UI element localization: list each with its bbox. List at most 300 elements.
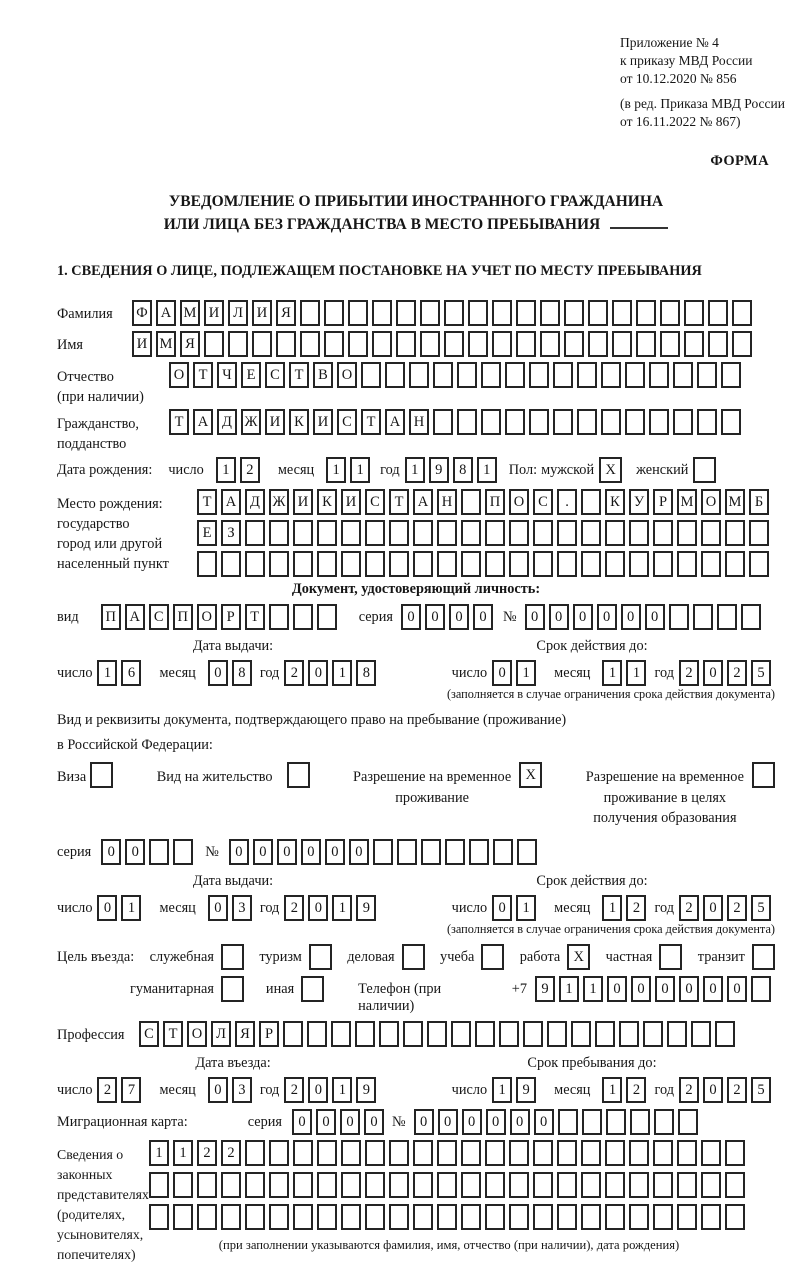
sex-label: Пол: (508, 461, 538, 478)
issue2-valid-group (394, 895, 775, 921)
char-cell: 0 (549, 604, 569, 630)
char-cell: С (265, 362, 285, 388)
char-cell: 0 (308, 660, 328, 686)
char-cell (269, 520, 289, 546)
issue1-valid-year (679, 660, 775, 686)
representatives-block (57, 1140, 775, 1265)
char-cell: 1 (332, 1077, 352, 1103)
char-cell (540, 331, 560, 357)
char-cell (365, 520, 385, 546)
patronymic-row (57, 362, 775, 407)
char-cell: 0 (510, 1109, 530, 1135)
purpose-option-official: служебная (150, 944, 244, 970)
char-cell (403, 1021, 423, 1047)
char-cell: 9 (429, 457, 449, 483)
char-cell (751, 976, 771, 1002)
char-cell (564, 331, 584, 357)
birth-place-block (57, 489, 775, 577)
birth-place-row-3 (197, 551, 773, 577)
char-cell (433, 409, 453, 435)
char-cell: 8 (453, 457, 473, 483)
char-cell (197, 551, 217, 577)
issue2-issued-group (57, 895, 394, 921)
char-cell: Ф (132, 300, 152, 326)
representatives-row-2 (149, 1172, 749, 1198)
issue2-dates (57, 895, 775, 921)
char-cell (365, 1172, 385, 1198)
char-cell: Ч (217, 362, 237, 388)
birth-place-label: Место рождения: государство город или другой населенный пункт (57, 495, 169, 572)
birth-day-cells (216, 457, 264, 483)
char-cell (493, 839, 513, 865)
char-cell (389, 1140, 409, 1166)
char-cell (629, 1172, 649, 1198)
issue1-headers (57, 638, 775, 658)
char-cell: 2 (679, 895, 699, 921)
visa-label: Виза (57, 768, 87, 785)
page-title (57, 190, 775, 237)
issue2-left-heading: Дата выдачи: (192, 873, 274, 890)
title-line-1: УВЕДОМЛЕНИЕ О ПРИБЫТИИ ИНОСТРАННОГО ГРАЖДАНИНА (168, 193, 664, 211)
char-cell: Л (228, 300, 248, 326)
study-checkbox (481, 944, 504, 970)
char-cell (693, 604, 713, 630)
char-cell: 6 (121, 660, 141, 686)
entry-day (97, 1077, 145, 1103)
char-cell: 1 (97, 660, 117, 686)
char-cell: 0 (340, 1109, 360, 1135)
purpose-option-business: деловая (347, 944, 424, 970)
char-cell (361, 362, 381, 388)
char-cell (691, 1021, 711, 1047)
char-cell (588, 331, 608, 357)
char-cell (636, 300, 656, 326)
char-cell: 0 (414, 1109, 434, 1135)
char-cell (341, 1140, 361, 1166)
char-cell: К (289, 409, 309, 435)
citizenship-cells (169, 409, 745, 435)
issue2-issued-month (208, 895, 256, 921)
purpose-option-humanitarian: гуманитарная (130, 976, 244, 1002)
char-cell (461, 1172, 481, 1198)
char-cell: С (139, 1021, 159, 1047)
char-cell: 7 (121, 1077, 141, 1103)
char-cell (293, 1204, 313, 1230)
issue2-issued-year (284, 895, 380, 921)
char-cell: Л (211, 1021, 231, 1047)
permit-option-temp-residence-edu (586, 762, 775, 829)
char-cell (653, 1172, 673, 1198)
month-label: месяц (554, 1082, 591, 1099)
char-cell: И (252, 300, 272, 326)
day-label: число (451, 1082, 488, 1099)
char-cell: 0 (492, 895, 512, 921)
char-cell (629, 520, 649, 546)
issue2-valid-month (602, 895, 650, 921)
temp-residence-edu-label: Разрешение на временное проживание в целях получения образования (585, 768, 744, 827)
char-cell (245, 1172, 265, 1198)
char-cell (437, 520, 457, 546)
char-cell (245, 520, 265, 546)
char-cell: Д (245, 489, 265, 515)
resident-serial-row (57, 839, 775, 865)
purpose-option-study: учеба (440, 944, 504, 970)
char-cell (643, 1021, 663, 1047)
char-cell (481, 409, 501, 435)
char-cell (427, 1021, 447, 1047)
char-cell (499, 1021, 519, 1047)
char-cell: 1 (326, 457, 346, 483)
vid-label: вид (57, 608, 79, 625)
char-cell (701, 551, 721, 577)
month-label: месяц (277, 461, 315, 478)
month-label: месяц (159, 664, 196, 681)
char-cell (324, 300, 344, 326)
private-checkbox (659, 944, 682, 970)
purpose-label: Цель въезда: (57, 949, 135, 966)
issue1-left-heading: Дата выдачи: (192, 637, 274, 654)
char-cell (660, 300, 680, 326)
month-label: месяц (554, 900, 591, 917)
char-cell: Т (289, 362, 309, 388)
day-label: число (57, 1082, 93, 1099)
char-cell: 1 (516, 660, 536, 686)
char-cell: Р (653, 489, 673, 515)
day-label: число (57, 664, 93, 681)
char-cell (396, 300, 416, 326)
seriya-label: серия (358, 608, 393, 625)
char-cell: М (725, 489, 745, 515)
char-cell (581, 551, 601, 577)
issue2-valid-year (679, 895, 775, 921)
char-cell: 2 (284, 895, 304, 921)
char-cell: 0 (277, 839, 297, 865)
char-cell (409, 362, 429, 388)
purpose-option-private: частная (606, 944, 683, 970)
char-cell (629, 551, 649, 577)
char-cell: 8 (356, 660, 376, 686)
char-cell (701, 1204, 721, 1230)
char-cell: Т (169, 409, 189, 435)
char-cell: Р (259, 1021, 279, 1047)
char-cell (293, 1140, 313, 1166)
purpose-option-transit: транзит (698, 944, 775, 970)
char-cell (485, 1172, 505, 1198)
issue1-issued-month (208, 660, 256, 686)
year-label: год (259, 1082, 280, 1099)
char-cell: 0 (631, 976, 651, 1002)
char-cell (317, 604, 337, 630)
char-cell (553, 362, 573, 388)
char-cell (389, 551, 409, 577)
char-cell (437, 1140, 457, 1166)
char-cell (571, 1021, 591, 1047)
char-cell: 0 (621, 604, 641, 630)
issue1-issued-day (97, 660, 145, 686)
identity-number-cells (525, 604, 765, 630)
migration-seriya-cells (292, 1109, 388, 1135)
char-cell (461, 1140, 481, 1166)
char-cell (468, 331, 488, 357)
char-cell: 0 (703, 660, 723, 686)
year-label: год (259, 664, 280, 681)
char-cell: 1 (149, 1140, 169, 1166)
char-cell: 0 (208, 1077, 228, 1103)
char-cell: И (313, 409, 333, 435)
char-cell (721, 362, 741, 388)
char-cell (149, 839, 169, 865)
entry-year (284, 1077, 380, 1103)
char-cell (149, 1204, 169, 1230)
char-cell: Т (389, 489, 409, 515)
char-cell: 0 (292, 1109, 312, 1135)
char-cell (413, 520, 433, 546)
char-cell (457, 362, 477, 388)
patronymic-label: Отчество (при наличии) (57, 368, 144, 405)
char-cell (605, 551, 625, 577)
char-cell (276, 331, 296, 357)
char-cell (173, 1204, 193, 1230)
char-cell: Т (197, 489, 217, 515)
firstname-cells (132, 331, 756, 357)
char-cell (355, 1021, 375, 1047)
char-cell (533, 1172, 553, 1198)
char-cell (317, 1140, 337, 1166)
char-cell (341, 520, 361, 546)
char-cell (595, 1021, 615, 1047)
char-cell (385, 362, 405, 388)
char-cell (461, 520, 481, 546)
char-cell (605, 1172, 625, 1198)
char-cell (475, 1021, 495, 1047)
day-label: число (168, 461, 204, 478)
char-cell (420, 300, 440, 326)
char-cell: 2 (727, 895, 747, 921)
char-cell (547, 1021, 567, 1047)
char-cell (673, 362, 693, 388)
firstname-row (57, 331, 775, 357)
char-cell: 2 (197, 1140, 217, 1166)
char-cell: 1 (350, 457, 370, 483)
identity-vid-cells (101, 604, 341, 630)
char-cell: 1 (559, 976, 579, 1002)
representatives-label: Сведения о законных представителях (родителях, усыновителях, попечителях) (57, 1147, 149, 1263)
char-cell (293, 604, 313, 630)
purpose-option-work: работа X (520, 944, 591, 970)
firstname-label: Имя (57, 336, 83, 353)
resident-seriya-cells (101, 839, 197, 865)
char-cell: 1 (492, 1077, 512, 1103)
char-cell (307, 1021, 327, 1047)
char-cell: О (701, 489, 721, 515)
char-cell (379, 1021, 399, 1047)
char-cell: 0 (573, 604, 593, 630)
char-cell: 3 (232, 895, 252, 921)
profession-cells (139, 1021, 739, 1047)
char-cell: 0 (473, 604, 493, 630)
char-cell: 2 (284, 660, 304, 686)
char-cell: 0 (208, 895, 228, 921)
char-cell (732, 300, 752, 326)
char-cell: 0 (325, 839, 345, 865)
char-cell (697, 409, 717, 435)
char-cell (373, 839, 393, 865)
char-cell (317, 1172, 337, 1198)
stay-day (492, 1077, 540, 1103)
char-cell (481, 362, 501, 388)
char-cell (605, 1204, 625, 1230)
entry-headers (57, 1055, 775, 1075)
char-cell: 2 (221, 1140, 241, 1166)
char-cell (533, 551, 553, 577)
char-cell: 0 (703, 895, 723, 921)
char-cell: 1 (602, 895, 622, 921)
char-cell (649, 409, 669, 435)
char-cell: Я (180, 331, 200, 357)
char-cell (708, 331, 728, 357)
char-cell: 0 (208, 660, 228, 686)
identity-seriya-cells (401, 604, 497, 630)
birth-year-cells (405, 457, 501, 483)
char-cell (529, 409, 549, 435)
temp-residence-edu-checkbox (752, 762, 775, 788)
char-cell: 1 (216, 457, 236, 483)
char-cell: 0 (525, 604, 545, 630)
char-cell (684, 331, 704, 357)
char-cell: Р (221, 604, 241, 630)
representatives-row-3 (149, 1204, 749, 1230)
char-cell: М (180, 300, 200, 326)
issue2-headers (57, 873, 775, 893)
char-cell (445, 839, 465, 865)
char-cell: 0 (125, 839, 145, 865)
stay-year (679, 1077, 775, 1103)
char-cell (389, 520, 409, 546)
char-cell: 1 (405, 457, 425, 483)
char-cell (221, 1172, 241, 1198)
char-cell (341, 1172, 361, 1198)
char-cell (389, 1172, 409, 1198)
permit-options-row (57, 762, 775, 829)
char-cell (677, 551, 697, 577)
char-cell (389, 1204, 409, 1230)
char-cell: М (677, 489, 697, 515)
char-cell: 9 (356, 1077, 376, 1103)
char-cell: Я (235, 1021, 255, 1047)
char-cell (492, 300, 512, 326)
char-cell: 0 (679, 976, 699, 1002)
char-cell (221, 551, 241, 577)
char-cell: 2 (284, 1077, 304, 1103)
char-cell (269, 551, 289, 577)
char-cell: И (341, 489, 361, 515)
char-cell (605, 1140, 625, 1166)
char-cell (629, 1140, 649, 1166)
char-cell: Я (276, 300, 296, 326)
number-label: № (392, 1114, 406, 1131)
char-cell: Н (437, 489, 457, 515)
char-cell (612, 300, 632, 326)
char-cell: Н (409, 409, 429, 435)
char-cell (582, 1109, 602, 1135)
migration-number-cells (414, 1109, 702, 1135)
char-cell (437, 551, 457, 577)
char-cell (564, 300, 584, 326)
entry-dates (57, 1077, 775, 1103)
char-cell (505, 362, 525, 388)
char-cell (741, 604, 761, 630)
char-cell (317, 520, 337, 546)
char-cell: 2 (97, 1077, 117, 1103)
char-cell (485, 1140, 505, 1166)
char-cell (509, 1204, 529, 1230)
day-label: число (451, 900, 488, 917)
month-label: месяц (159, 1082, 196, 1099)
char-cell: Т (163, 1021, 183, 1047)
char-cell: Е (241, 362, 261, 388)
char-cell (413, 551, 433, 577)
char-cell (509, 551, 529, 577)
entry-date-group (57, 1077, 394, 1103)
char-cell: И (293, 489, 313, 515)
char-cell: С (533, 489, 553, 515)
char-cell (619, 1021, 639, 1047)
char-cell (629, 1204, 649, 1230)
char-cell (630, 1109, 650, 1135)
char-cell (461, 1204, 481, 1230)
char-cell: 1 (626, 660, 646, 686)
seriya-label: серия (57, 844, 92, 861)
char-cell (228, 331, 248, 357)
number-label: № (502, 608, 517, 625)
char-cell (293, 520, 313, 546)
char-cell (601, 409, 621, 435)
issue1-valid-group (394, 660, 775, 686)
char-cell (437, 1204, 457, 1230)
char-cell: 0 (492, 660, 512, 686)
char-cell (653, 520, 673, 546)
char-cell (529, 362, 549, 388)
char-cell (505, 409, 525, 435)
char-cell (605, 520, 625, 546)
char-cell: А (221, 489, 241, 515)
birth-date-row (57, 457, 775, 483)
char-cell (516, 331, 536, 357)
permit-option-temp-residence (353, 762, 542, 808)
char-cell (269, 1172, 289, 1198)
entry-right-heading: Срок пребывания до: (527, 1055, 657, 1072)
char-cell (725, 1204, 745, 1230)
char-cell: А (125, 604, 145, 630)
char-cell: А (156, 300, 176, 326)
char-cell (612, 331, 632, 357)
char-cell: 0 (401, 604, 421, 630)
char-cell (283, 1021, 303, 1047)
tourism-checkbox (309, 944, 332, 970)
char-cell: И (204, 300, 224, 326)
char-cell (715, 1021, 735, 1047)
char-cell (732, 331, 752, 357)
sex-male-label: мужской (541, 461, 595, 478)
char-cell (581, 1172, 601, 1198)
patronymic-cells (169, 362, 745, 388)
char-cell: 0 (229, 839, 249, 865)
char-cell: 5 (751, 1077, 771, 1103)
char-cell (581, 520, 601, 546)
char-cell (461, 551, 481, 577)
issue1-right-heading: Срок действия до: (536, 637, 648, 654)
char-cell (649, 362, 669, 388)
